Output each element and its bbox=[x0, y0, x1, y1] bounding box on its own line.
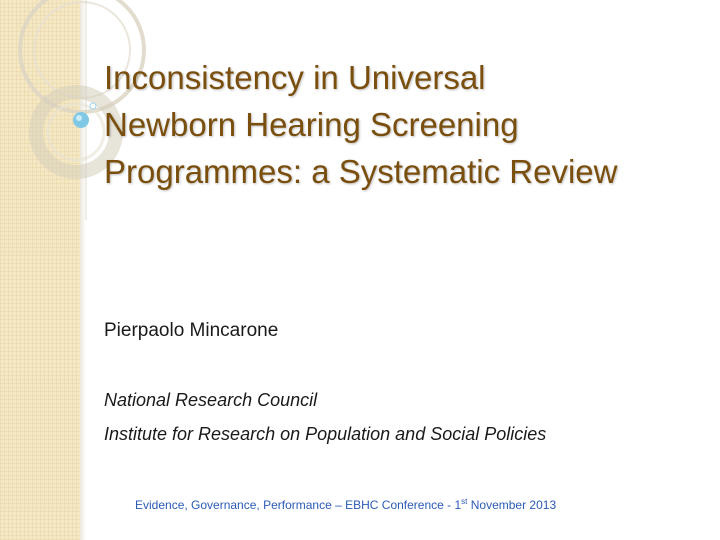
author-name: Pierpaolo Mincarone bbox=[104, 320, 279, 341]
title-line-1: Inconsistency in Universal bbox=[104, 59, 486, 96]
footer-text-start: Evidence, Governance, Performance – EBHC Conference - 1 bbox=[135, 498, 462, 512]
footer-conference bbox=[135, 498, 556, 512]
footer-text-end: November 2013 bbox=[467, 498, 557, 512]
slide-title bbox=[104, 54, 694, 195]
institution-line-1: National Research Council bbox=[104, 390, 318, 410]
institution-line-2: Institute for Research on Population and Social Policies bbox=[104, 424, 547, 444]
footer-ordinal-suffix: st bbox=[461, 497, 468, 506]
title-line-3: Programmes: a Systematic Review bbox=[104, 153, 618, 190]
title-line-2: Newborn Hearing Screening bbox=[104, 106, 519, 143]
